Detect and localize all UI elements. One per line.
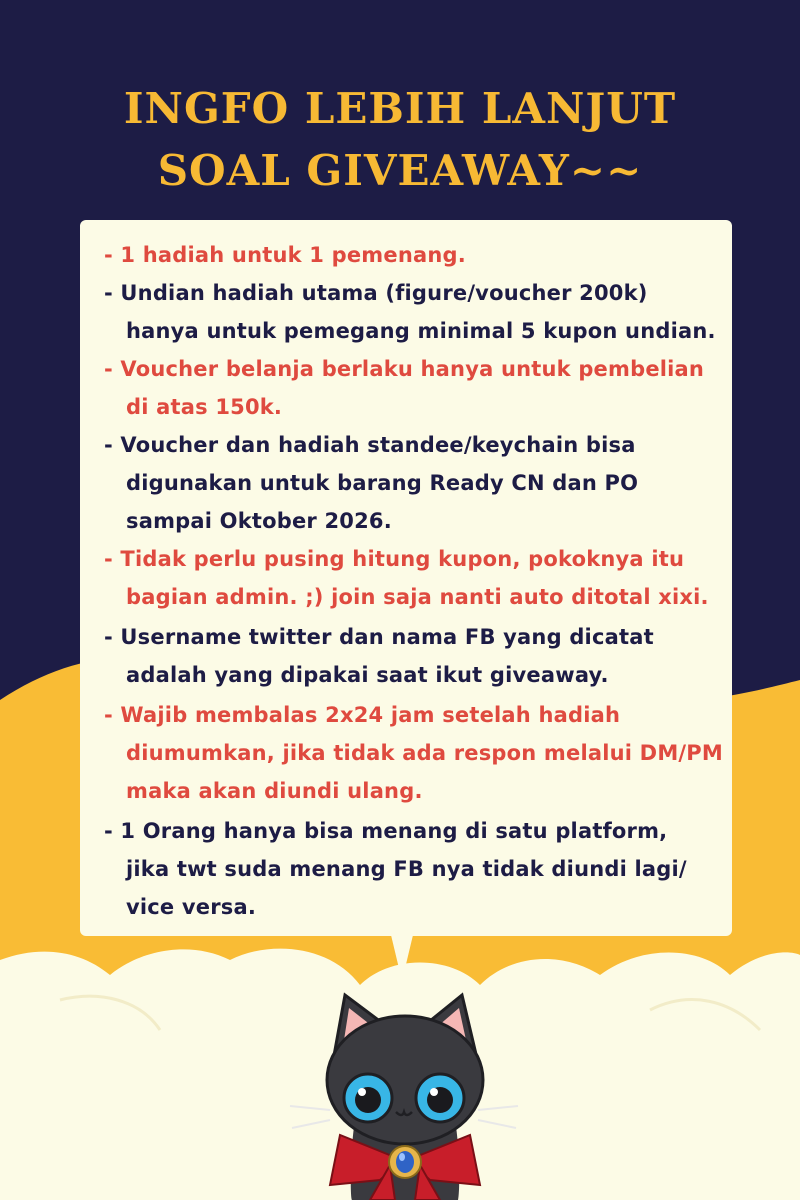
title-line-1: INGFO LEBIH LANJUT	[123, 84, 677, 133]
rule-line: - Voucher dan hadiah standee/keychain bisa	[104, 433, 636, 457]
rule-line: hanya untuk pemegang minimal 5 kupon undian.	[126, 319, 716, 343]
rule-line: - Undian hadiah utama (figure/voucher 200k)	[104, 281, 648, 305]
title-line-2: SOAL GIVEAWAY~~	[157, 146, 643, 195]
rule-line: - Voucher belanja berlaku hanya untuk pembelian	[104, 357, 705, 381]
rule-line: - Tidak perlu pusing hitung kupon, pokoknya itu	[104, 547, 685, 571]
rule-line: bagian admin. ;) join saja nanti auto ditotal xixi.	[126, 585, 709, 609]
rule-line: - Wajib membalas 2x24 jam setelah hadiah	[104, 703, 621, 727]
rule-line: sampai Oktober 2026.	[126, 509, 392, 533]
rule-line: di atas 150k.	[126, 395, 283, 419]
rule-line: adalah yang dipakai saat ikut giveaway.	[126, 663, 609, 687]
rule-line: maka akan diundi ulang.	[126, 779, 423, 803]
rule-line: - 1 Orang hanya bisa menang di satu platform,	[104, 819, 668, 843]
rule-line: - Username twitter dan nama FB yang dicatat	[104, 625, 654, 649]
rule-line: - 1 hadiah untuk 1 pemenang.	[104, 243, 466, 267]
rule-line: digunakan untuk barang Ready CN dan PO	[126, 471, 639, 495]
rule-line: jika twt suda menang FB nya tidak diundi lagi/	[126, 857, 687, 881]
rule-line: vice versa.	[126, 895, 257, 919]
rule-line: diumumkan, jika tidak ada respon melalui DM/PM	[126, 741, 723, 765]
